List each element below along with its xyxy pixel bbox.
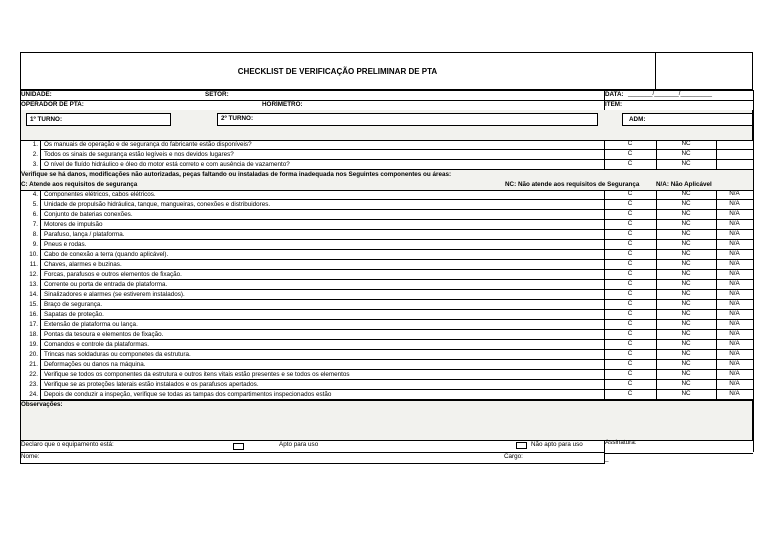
mark-c[interactable]: C <box>627 230 633 237</box>
mark-nc[interactable]: NC <box>681 190 691 197</box>
mark-nc[interactable]: NC <box>681 240 691 247</box>
operador-label: OPERADOR DE PTA: <box>21 101 84 108</box>
mark-c[interactable]: C <box>627 210 633 217</box>
item-number: 18. <box>29 331 38 338</box>
checklist-sheet <box>20 52 753 464</box>
item-number: 23. <box>29 381 38 388</box>
item-number: 5. <box>32 201 38 208</box>
verify-heading: Verifique se há danos, modificações não autorizadas, peças faltando ou instaladas de forma inadequada nos Seguintes componentes ou áreas: <box>21 171 452 178</box>
checklist-row <box>20 140 753 150</box>
mark-na[interactable]: N/A <box>729 310 740 317</box>
mark-c[interactable]: C <box>627 280 633 287</box>
nao-apto-checkbox[interactable] <box>516 442 527 449</box>
mark-nc[interactable]: NC <box>681 230 691 237</box>
checklist-row <box>20 310 753 320</box>
mark-nc[interactable]: NC <box>681 360 691 367</box>
item-number: 9. <box>32 241 38 248</box>
item-text: Verifique se as proteções laterais estão instalados e os parafusos apertados. <box>44 381 259 388</box>
item-number: 1. <box>32 141 38 148</box>
item-number: 17. <box>29 321 38 328</box>
mark-nc[interactable]: NC <box>681 370 691 377</box>
data-label: DATA: <box>605 91 624 98</box>
item-number: 13. <box>29 281 38 288</box>
mark-nc[interactable]: NC <box>681 300 691 307</box>
mark-c[interactable]: C <box>627 360 633 367</box>
item-text: Corrente ou porta de entrada de plataforma. <box>44 281 168 288</box>
item-number: 2. <box>32 151 38 158</box>
mark-c[interactable]: C <box>627 140 633 147</box>
legend-na: N/A: Não Aplicável <box>656 181 712 188</box>
item-text: Componentes elétricos, cabos elétricos. <box>44 191 156 198</box>
checklist-row <box>20 230 753 240</box>
unidade-label: UNIDADE: <box>21 91 52 98</box>
mark-na[interactable]: N/A <box>729 330 740 337</box>
item-label: ITEM: <box>605 101 623 108</box>
items-group-b <box>20 190 753 400</box>
item-text: O nível de fluído hidráulico e óleo do motor está correto e com ausência de vazamento? <box>44 161 290 168</box>
mark-na[interactable]: N/A <box>729 210 740 217</box>
item-text: Os manuais de operação e de segurança do fabricante estão disponíveis? <box>44 141 252 148</box>
turno2-field[interactable] <box>217 113 598 126</box>
item-number: 8. <box>32 231 38 238</box>
item-text: Deformações ou danos na máquina. <box>44 361 146 368</box>
mark-nc[interactable]: NC <box>681 320 691 327</box>
item-number: 19. <box>29 341 38 348</box>
apto-checkbox[interactable] <box>233 443 244 450</box>
checklist-row <box>20 250 753 260</box>
turno2-label: 2º TURNO: <box>221 115 254 122</box>
checklist-row <box>20 360 753 370</box>
observacoes-label: Observações: <box>21 401 63 408</box>
checklist-row <box>20 220 753 230</box>
mark-c[interactable]: C <box>627 350 633 357</box>
mark-nc[interactable]: NC <box>681 290 691 297</box>
setor-label: SETOR: <box>205 91 229 98</box>
page-title: CHECKLIST DE VERIFICAÇÃO PRELIMINAR DE PTA <box>237 67 438 76</box>
nome-label: Nome: <box>21 453 40 460</box>
mark-c[interactable]: C <box>627 380 633 387</box>
item-text: Chaves, alarmes e buzinas. <box>44 261 122 268</box>
item-text: Extensão de plataforma ou lança. <box>44 321 138 328</box>
mark-nc[interactable]: NC <box>681 390 691 397</box>
item-text: Sinalizadores e alarmes (se estiverem instalados). <box>44 291 185 298</box>
mark-na[interactable]: N/A <box>729 190 740 197</box>
mark-nc[interactable]: NC <box>681 160 691 167</box>
mark-nc[interactable]: NC <box>681 260 691 267</box>
item-number: 6. <box>32 211 38 218</box>
legend-nc: NC: Não atende aos requisitos de Segurança <box>505 181 640 188</box>
item-text: Forcas, parafusos e outros elementos de fixação. <box>44 271 182 278</box>
mark-c[interactable]: C <box>627 390 633 397</box>
checklist-row <box>20 340 753 350</box>
mark-na[interactable]: N/A <box>729 270 740 277</box>
mark-na[interactable]: N/A <box>729 390 740 397</box>
item-text: Trincas nas soldaduras ou componetes da estrutura. <box>44 351 191 358</box>
item-text: Braço de segurança. <box>44 301 103 308</box>
mark-c[interactable]: C <box>627 250 633 257</box>
item-text: Conjunto de baterias conexões. <box>44 211 133 218</box>
mark-na[interactable]: N/A <box>729 380 740 387</box>
item-number: 11. <box>29 261 38 268</box>
observacoes-area[interactable] <box>20 400 753 440</box>
horimetro-label: HORÍMETRO: <box>262 101 303 108</box>
mark-na[interactable]: N/A <box>729 370 740 377</box>
cargo-label: Cargo: <box>504 453 523 460</box>
turno1-label: 1º TURNO: <box>30 116 63 123</box>
checklist-row <box>20 270 753 280</box>
mark-c[interactable]: C <box>627 160 633 167</box>
checklist-row <box>20 330 753 340</box>
mark-c[interactable]: C <box>627 370 633 377</box>
mark-c[interactable]: C <box>627 150 633 157</box>
item-text: Depois de conduzir a inspeção, verifique se todas as tampas dos compartimentos inspecionados estão <box>44 391 332 398</box>
mark-c[interactable]: C <box>627 200 633 207</box>
item-text: Todos os sinais de segurança estão legíveis e nos devidos lugares? <box>44 151 234 158</box>
mark-na[interactable]: N/A <box>729 230 740 237</box>
checklist-row <box>20 290 753 300</box>
mark-nc[interactable]: NC <box>681 310 691 317</box>
mark-na[interactable]: N/A <box>729 280 740 287</box>
mark-c[interactable]: C <box>627 260 633 267</box>
mark-na[interactable]: N/A <box>729 240 740 247</box>
item-number: 7. <box>32 221 38 228</box>
mark-na[interactable]: N/A <box>729 260 740 267</box>
mark-nc[interactable]: NC <box>681 150 691 157</box>
item-text: Cabo de conexão a terra (quando aplicável). <box>44 251 169 258</box>
mark-nc[interactable]: NC <box>681 210 691 217</box>
mark-nc[interactable]: NC <box>681 380 691 387</box>
mark-c[interactable]: C <box>627 330 633 337</box>
item-text: Verifique se todos os componentes da estrutura e outros itens vitais estão presentes e se todos os elementos <box>44 371 350 378</box>
checklist-row <box>20 210 753 220</box>
mark-na[interactable]: N/A <box>729 220 740 227</box>
checklist-row <box>20 260 753 270</box>
item-text: Unidade de propulsão hidráulica, tanque, mangueiras, conexões e distribuidores. <box>44 201 271 208</box>
mark-c[interactable]: C <box>627 310 633 317</box>
item-number: 24. <box>29 391 38 398</box>
mark-na[interactable]: N/A <box>729 250 740 257</box>
mark-nc[interactable]: NC <box>681 140 691 147</box>
mark-nc[interactable]: NC <box>681 200 691 207</box>
mark-c[interactable]: C <box>627 340 633 347</box>
item-text: Pneus e rodas. <box>44 241 87 248</box>
mark-c[interactable]: C <box>627 190 633 197</box>
checklist-row <box>20 160 753 170</box>
mark-c[interactable]: C <box>627 270 633 277</box>
item-number: 3. <box>32 161 38 168</box>
mark-c[interactable]: C <box>627 240 633 247</box>
mark-nc[interactable]: NC <box>681 350 691 357</box>
mark-nc[interactable]: NC <box>681 330 691 337</box>
mark-nc[interactable]: NC <box>681 250 691 257</box>
mark-c[interactable]: C <box>627 300 633 307</box>
checklist-row <box>20 150 753 160</box>
mark-nc[interactable]: NC <box>681 340 691 347</box>
apto-label: Apto para uso <box>279 441 319 448</box>
mark-nc[interactable]: NC <box>681 220 691 227</box>
nao-apto-label: Não apto para uso <box>531 441 583 448</box>
checklist-row <box>20 350 753 360</box>
item-text: Motores de impulsão <box>44 221 103 228</box>
item-number: 16. <box>29 311 38 318</box>
mark-na[interactable]: N/A <box>729 360 740 367</box>
item-text: Sapatas de proteção. <box>44 311 104 318</box>
item-number: 20. <box>29 351 38 358</box>
checklist-row <box>20 280 753 290</box>
checklist-row <box>20 390 753 400</box>
item-number: 15. <box>29 301 38 308</box>
mark-na[interactable]: N/A <box>729 320 740 327</box>
spacer-band <box>20 128 753 140</box>
signature-underscore: _ <box>605 455 609 462</box>
item-number: 21. <box>29 361 38 368</box>
checklist-row <box>20 190 753 200</box>
checklist-row <box>20 380 753 390</box>
item-number: 12. <box>29 271 38 278</box>
item-text: Pontas da tesoura e elementos de fixação. <box>44 331 164 338</box>
checklist-row <box>20 320 753 330</box>
mark-nc[interactable]: NC <box>681 270 691 277</box>
mark-na[interactable]: N/A <box>729 290 740 297</box>
mark-na[interactable]: N/A <box>729 340 740 347</box>
adm-label: ADM: <box>629 116 646 123</box>
data-field[interactable]: _______/_______/_________ <box>628 90 713 97</box>
checklist-row <box>20 370 753 380</box>
declaro-label: Declaro que o equipamento está: <box>21 441 114 448</box>
mark-c[interactable]: C <box>627 320 633 327</box>
mark-c[interactable]: C <box>627 220 633 227</box>
legend-c: C: Atende aos requisitos de segurança <box>21 181 138 188</box>
mark-na[interactable]: N/A <box>729 300 740 307</box>
checklist-row <box>20 200 753 210</box>
item-text: Comandos e controle da plataformas. <box>44 341 150 348</box>
checklist-row <box>20 300 753 310</box>
assinatura-label: Assinatura: <box>605 439 637 446</box>
mark-na[interactable]: N/A <box>729 200 740 207</box>
item-number: 10. <box>29 251 38 258</box>
mark-na[interactable]: N/A <box>729 350 740 357</box>
item-text: Parafuso, lança / plataforma. <box>44 231 125 238</box>
item-number: 14. <box>29 291 38 298</box>
mark-nc[interactable]: NC <box>681 280 691 287</box>
item-number: 4. <box>32 191 38 198</box>
checklist-row <box>20 240 753 250</box>
items-group-a <box>20 140 753 170</box>
mark-c[interactable]: C <box>627 290 633 297</box>
item-number: 22. <box>29 371 38 378</box>
